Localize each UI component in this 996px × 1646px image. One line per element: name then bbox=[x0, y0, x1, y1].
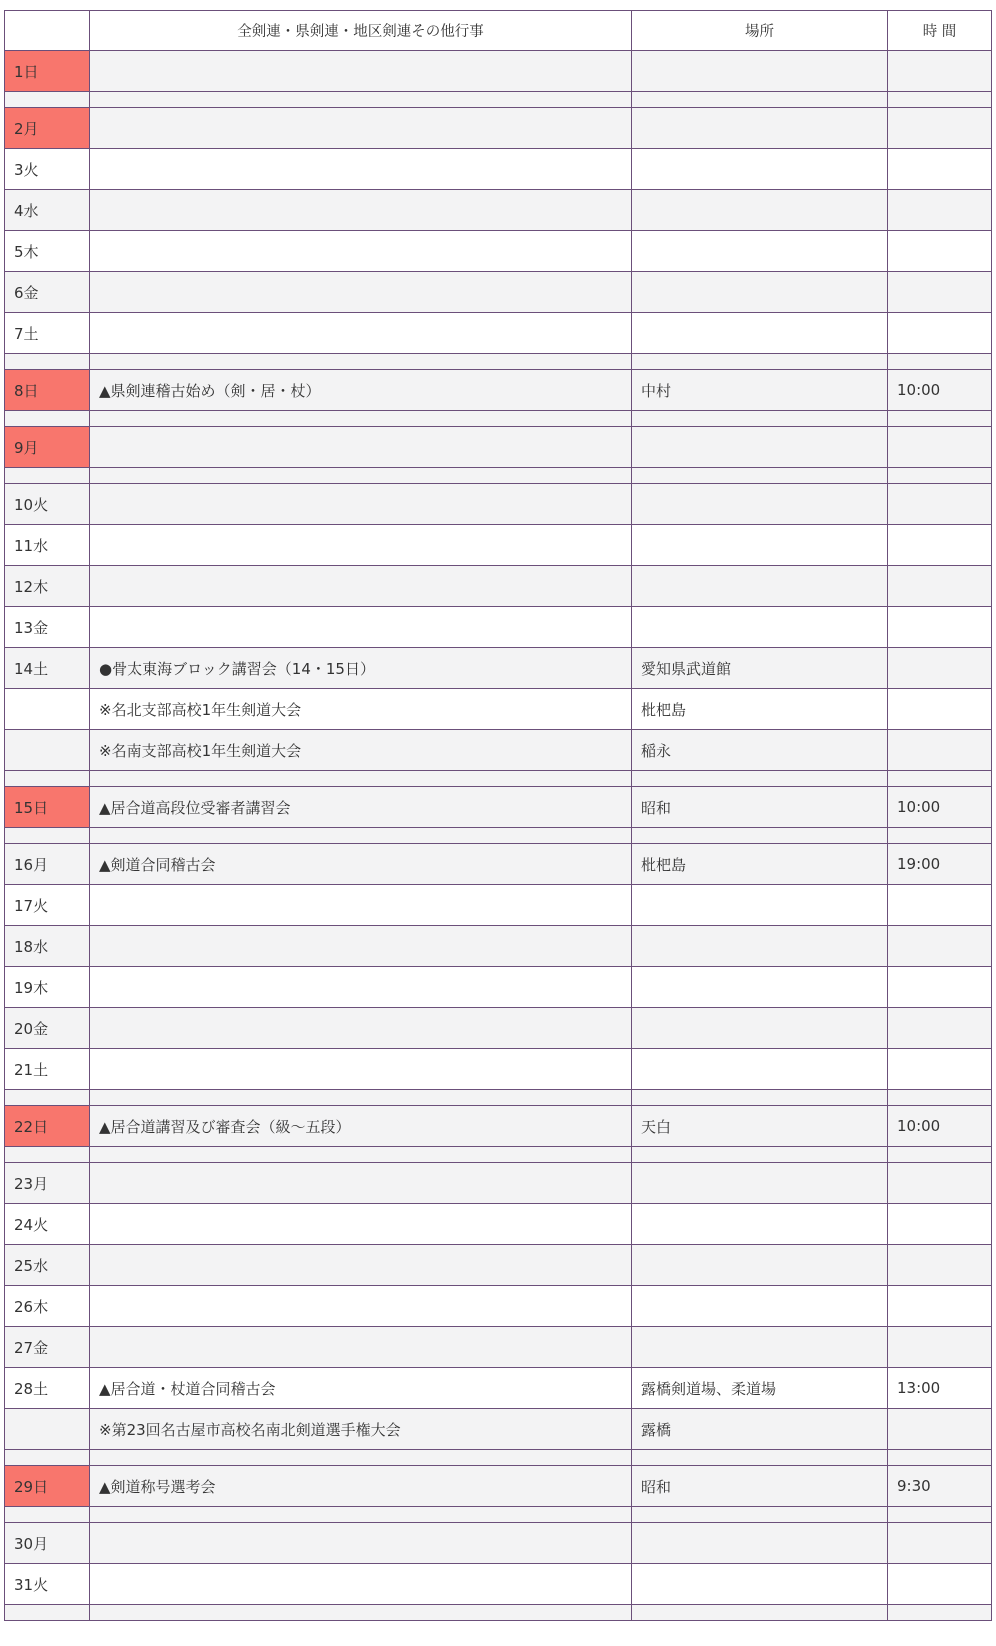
spacer-cell bbox=[5, 828, 90, 844]
table-row bbox=[5, 1523, 992, 1564]
time-cell bbox=[888, 607, 992, 648]
event-cell: ▲県剣連稽古始め（剣・居・杖） bbox=[90, 370, 632, 411]
spacer-cell bbox=[90, 354, 632, 370]
place-cell bbox=[632, 566, 888, 607]
event-cell bbox=[90, 272, 632, 313]
day-cell: 25水 bbox=[5, 1245, 90, 1286]
spacer-row bbox=[5, 1147, 992, 1163]
spacer-row bbox=[5, 1450, 992, 1466]
spacer-cell bbox=[888, 1450, 992, 1466]
spacer-row bbox=[5, 354, 992, 370]
time-cell: 10:00 bbox=[888, 370, 992, 411]
day-cell: 30月 bbox=[5, 1523, 90, 1564]
spacer-cell bbox=[5, 468, 90, 484]
spacer-cell bbox=[90, 1605, 632, 1621]
event-cell: ▲居合道・杖道合同稽古会 bbox=[90, 1368, 632, 1409]
table-row bbox=[5, 566, 992, 607]
event-cell bbox=[90, 231, 632, 272]
time-cell: 10:00 bbox=[888, 1106, 992, 1147]
day-cell: 15日 bbox=[5, 787, 90, 828]
schedule-body bbox=[5, 51, 992, 1621]
spacer-cell bbox=[888, 1090, 992, 1106]
day-cell: 23月 bbox=[5, 1163, 90, 1204]
spacer-cell bbox=[632, 468, 888, 484]
day-cell: 20金 bbox=[5, 1008, 90, 1049]
event-cell: ▲居合道講習及び審査会（級〜五段） bbox=[90, 1106, 632, 1147]
event-cell bbox=[90, 607, 632, 648]
place-cell bbox=[632, 885, 888, 926]
day-cell bbox=[5, 689, 90, 730]
place-cell: 愛知県武道館 bbox=[632, 648, 888, 689]
place-cell bbox=[632, 1523, 888, 1564]
time-cell bbox=[888, 525, 992, 566]
place-cell bbox=[632, 149, 888, 190]
place-cell: 中村 bbox=[632, 370, 888, 411]
place-cell bbox=[632, 1245, 888, 1286]
time-cell bbox=[888, 885, 992, 926]
header-place: 場所 bbox=[632, 11, 888, 51]
spacer-cell bbox=[888, 92, 992, 108]
spacer-cell bbox=[90, 468, 632, 484]
day-cell: 28土 bbox=[5, 1368, 90, 1409]
event-cell bbox=[90, 190, 632, 231]
table-row bbox=[5, 967, 992, 1008]
table-row bbox=[5, 1368, 992, 1409]
place-cell bbox=[632, 1286, 888, 1327]
table-row bbox=[5, 190, 992, 231]
table-row bbox=[5, 1049, 992, 1090]
schedule-table bbox=[4, 10, 992, 1621]
spacer-cell bbox=[632, 92, 888, 108]
place-cell: 露橋剣道場、柔道場 bbox=[632, 1368, 888, 1409]
spacer-cell bbox=[90, 411, 632, 427]
event-cell bbox=[90, 1245, 632, 1286]
table-row bbox=[5, 1204, 992, 1245]
place-cell: 昭和 bbox=[632, 1466, 888, 1507]
day-cell: 1日 bbox=[5, 51, 90, 92]
table-row bbox=[5, 607, 992, 648]
place-cell: 稲永 bbox=[632, 730, 888, 771]
spacer-row bbox=[5, 1507, 992, 1523]
header-day bbox=[5, 11, 90, 51]
spacer-cell bbox=[632, 828, 888, 844]
time-cell bbox=[888, 1327, 992, 1368]
spacer-cell bbox=[90, 1090, 632, 1106]
spacer-cell bbox=[888, 468, 992, 484]
place-cell bbox=[632, 1163, 888, 1204]
place-cell bbox=[632, 427, 888, 468]
day-cell: 16月 bbox=[5, 844, 90, 885]
header-row bbox=[5, 11, 992, 51]
event-cell bbox=[90, 51, 632, 92]
header-time: 時 間 bbox=[888, 11, 992, 51]
spacer-row bbox=[5, 828, 992, 844]
day-cell: 29日 bbox=[5, 1466, 90, 1507]
day-cell: 11水 bbox=[5, 525, 90, 566]
event-cell bbox=[90, 525, 632, 566]
table-row bbox=[5, 1008, 992, 1049]
table-row bbox=[5, 149, 992, 190]
table-row bbox=[5, 1409, 992, 1450]
time-cell bbox=[888, 926, 992, 967]
spacer-cell bbox=[90, 1147, 632, 1163]
spacer-cell bbox=[632, 354, 888, 370]
table-row bbox=[5, 313, 992, 354]
table-row bbox=[5, 51, 992, 92]
time-cell bbox=[888, 1409, 992, 1450]
place-cell: 枇杷島 bbox=[632, 844, 888, 885]
time-cell: 19:00 bbox=[888, 844, 992, 885]
spacer-cell bbox=[888, 1147, 992, 1163]
table-row bbox=[5, 525, 992, 566]
spacer-cell bbox=[5, 411, 90, 427]
table-row bbox=[5, 427, 992, 468]
time-cell bbox=[888, 1564, 992, 1605]
event-cell: ※名北支部高校1年生剣道大会 bbox=[90, 689, 632, 730]
day-cell: 21土 bbox=[5, 1049, 90, 1090]
event-cell bbox=[90, 1163, 632, 1204]
place-cell bbox=[632, 1327, 888, 1368]
spacer-cell bbox=[632, 1507, 888, 1523]
spacer-cell bbox=[888, 1605, 992, 1621]
table-row bbox=[5, 885, 992, 926]
time-cell bbox=[888, 427, 992, 468]
table-row bbox=[5, 648, 992, 689]
spacer-row bbox=[5, 1090, 992, 1106]
table-row bbox=[5, 108, 992, 149]
day-cell: 7土 bbox=[5, 313, 90, 354]
day-cell: 26木 bbox=[5, 1286, 90, 1327]
event-cell bbox=[90, 1564, 632, 1605]
place-cell bbox=[632, 190, 888, 231]
day-cell: 8日 bbox=[5, 370, 90, 411]
time-cell bbox=[888, 967, 992, 1008]
event-cell bbox=[90, 1327, 632, 1368]
spacer-cell bbox=[5, 1507, 90, 1523]
place-cell bbox=[632, 313, 888, 354]
day-cell: 31火 bbox=[5, 1564, 90, 1605]
spacer-row bbox=[5, 411, 992, 427]
place-cell: 枇杷島 bbox=[632, 689, 888, 730]
day-cell: 19木 bbox=[5, 967, 90, 1008]
time-cell bbox=[888, 1204, 992, 1245]
place-cell bbox=[632, 1049, 888, 1090]
day-cell bbox=[5, 1409, 90, 1450]
table-row bbox=[5, 370, 992, 411]
day-cell: 9月 bbox=[5, 427, 90, 468]
table-row bbox=[5, 730, 992, 771]
table-row bbox=[5, 272, 992, 313]
spacer-cell bbox=[632, 1450, 888, 1466]
place-cell: 天白 bbox=[632, 1106, 888, 1147]
day-cell: 12木 bbox=[5, 566, 90, 607]
header-event: 全剣連・県剣連・地区剣連その他行事 bbox=[90, 11, 632, 51]
table-row bbox=[5, 1466, 992, 1507]
table-row bbox=[5, 1106, 992, 1147]
event-cell bbox=[90, 566, 632, 607]
spacer-cell bbox=[888, 828, 992, 844]
day-cell: 14土 bbox=[5, 648, 90, 689]
day-cell: 6金 bbox=[5, 272, 90, 313]
event-cell: ▲剣道合同稽古会 bbox=[90, 844, 632, 885]
time-cell bbox=[888, 648, 992, 689]
place-cell bbox=[632, 231, 888, 272]
event-cell bbox=[90, 484, 632, 525]
event-cell bbox=[90, 1204, 632, 1245]
event-cell bbox=[90, 967, 632, 1008]
table-row bbox=[5, 1286, 992, 1327]
spacer-cell bbox=[632, 1090, 888, 1106]
table-row bbox=[5, 926, 992, 967]
event-cell bbox=[90, 427, 632, 468]
table-row bbox=[5, 689, 992, 730]
time-cell: 10:00 bbox=[888, 787, 992, 828]
event-cell: ※第23回名古屋市高校名南北剣道選手権大会 bbox=[90, 1409, 632, 1450]
time-cell bbox=[888, 1163, 992, 1204]
spacer-cell bbox=[90, 1507, 632, 1523]
day-cell: 13金 bbox=[5, 607, 90, 648]
spacer-cell bbox=[5, 1605, 90, 1621]
day-cell: 22日 bbox=[5, 1106, 90, 1147]
schedule-container bbox=[4, 10, 992, 1621]
time-cell bbox=[888, 51, 992, 92]
table-row bbox=[5, 844, 992, 885]
place-cell bbox=[632, 967, 888, 1008]
time-cell bbox=[888, 149, 992, 190]
event-cell bbox=[90, 1523, 632, 1564]
day-cell: 24火 bbox=[5, 1204, 90, 1245]
spacer-cell bbox=[5, 1147, 90, 1163]
time-cell bbox=[888, 730, 992, 771]
event-cell: ▲剣道称号選考会 bbox=[90, 1466, 632, 1507]
place-cell bbox=[632, 1564, 888, 1605]
place-cell bbox=[632, 607, 888, 648]
event-cell bbox=[90, 313, 632, 354]
spacer-cell bbox=[5, 354, 90, 370]
day-cell: 17火 bbox=[5, 885, 90, 926]
spacer-cell bbox=[888, 411, 992, 427]
table-row bbox=[5, 484, 992, 525]
spacer-row bbox=[5, 92, 992, 108]
table-row bbox=[5, 1163, 992, 1204]
table-row bbox=[5, 231, 992, 272]
day-cell: 2月 bbox=[5, 108, 90, 149]
spacer-cell bbox=[5, 771, 90, 787]
time-cell bbox=[888, 231, 992, 272]
spacer-cell bbox=[632, 1147, 888, 1163]
event-cell: ※名南支部高校1年生剣道大会 bbox=[90, 730, 632, 771]
place-cell bbox=[632, 51, 888, 92]
spacer-row bbox=[5, 468, 992, 484]
spacer-cell bbox=[90, 828, 632, 844]
spacer-row bbox=[5, 771, 992, 787]
time-cell bbox=[888, 1286, 992, 1327]
time-cell bbox=[888, 1008, 992, 1049]
event-cell bbox=[90, 1286, 632, 1327]
spacer-cell bbox=[90, 92, 632, 108]
day-cell: 10火 bbox=[5, 484, 90, 525]
event-cell bbox=[90, 926, 632, 967]
place-cell bbox=[632, 484, 888, 525]
event-cell bbox=[90, 108, 632, 149]
event-cell bbox=[90, 1049, 632, 1090]
spacer-cell bbox=[888, 354, 992, 370]
day-cell bbox=[5, 730, 90, 771]
event-cell: ●骨太東海ブロック講習会（14・15日） bbox=[90, 648, 632, 689]
spacer-cell bbox=[5, 1090, 90, 1106]
time-cell bbox=[888, 566, 992, 607]
time-cell: 13:00 bbox=[888, 1368, 992, 1409]
day-cell: 3火 bbox=[5, 149, 90, 190]
place-cell bbox=[632, 1008, 888, 1049]
place-cell bbox=[632, 272, 888, 313]
table-row bbox=[5, 1564, 992, 1605]
place-cell bbox=[632, 1204, 888, 1245]
event-cell bbox=[90, 149, 632, 190]
day-cell: 5木 bbox=[5, 231, 90, 272]
spacer-cell bbox=[888, 771, 992, 787]
event-cell bbox=[90, 1008, 632, 1049]
place-cell: 昭和 bbox=[632, 787, 888, 828]
day-cell: 18水 bbox=[5, 926, 90, 967]
spacer-cell bbox=[632, 1605, 888, 1621]
spacer-cell bbox=[632, 771, 888, 787]
event-cell bbox=[90, 885, 632, 926]
spacer-cell bbox=[888, 1507, 992, 1523]
time-cell bbox=[888, 1523, 992, 1564]
time-cell bbox=[888, 484, 992, 525]
table-row bbox=[5, 787, 992, 828]
time-cell bbox=[888, 1049, 992, 1090]
spacer-cell bbox=[90, 1450, 632, 1466]
spacer-cell bbox=[5, 92, 90, 108]
time-cell bbox=[888, 689, 992, 730]
event-cell: ▲居合道高段位受審者講習会 bbox=[90, 787, 632, 828]
time-cell bbox=[888, 190, 992, 231]
time-cell: 9:30 bbox=[888, 1466, 992, 1507]
time-cell bbox=[888, 1245, 992, 1286]
place-cell bbox=[632, 108, 888, 149]
time-cell bbox=[888, 272, 992, 313]
spacer-cell bbox=[90, 771, 632, 787]
place-cell bbox=[632, 525, 888, 566]
spacer-cell bbox=[5, 1450, 90, 1466]
day-cell: 4水 bbox=[5, 190, 90, 231]
time-cell bbox=[888, 108, 992, 149]
table-row bbox=[5, 1245, 992, 1286]
place-cell bbox=[632, 926, 888, 967]
day-cell: 27金 bbox=[5, 1327, 90, 1368]
place-cell: 露橋 bbox=[632, 1409, 888, 1450]
spacer-row bbox=[5, 1605, 992, 1621]
table-row bbox=[5, 1327, 992, 1368]
time-cell bbox=[888, 313, 992, 354]
spacer-cell bbox=[632, 411, 888, 427]
